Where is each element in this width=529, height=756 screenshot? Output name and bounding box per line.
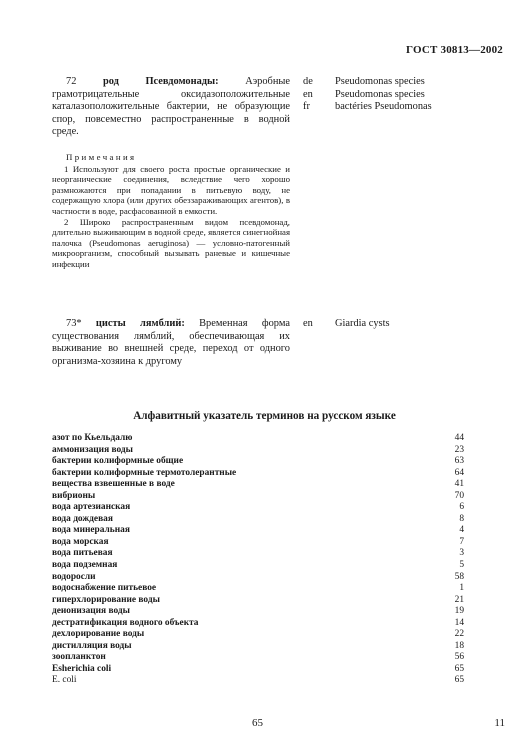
index-page: 56 [454, 652, 464, 663]
term-heading: цисты лямблий: [95, 318, 185, 329]
foreign-term: Pseudomonas species [335, 88, 425, 100]
standard-header: ГОСТ 30813—2002 [406, 44, 503, 56]
index-page: 23 [454, 444, 464, 455]
lang-code: en [303, 318, 313, 329]
index-row [52, 502, 464, 514]
translation-langs-72 [303, 76, 329, 114]
index-row [52, 537, 464, 549]
index-row [52, 652, 464, 664]
index-page: 18 [454, 640, 464, 651]
index-row [52, 433, 464, 445]
page-number: 65 [252, 717, 263, 729]
index-page: 41 [454, 479, 464, 490]
index-row [52, 629, 464, 641]
index-term: дестратификация водного объекта [52, 617, 199, 628]
index-row [52, 618, 464, 630]
index-row [52, 572, 464, 584]
index-term: вещества взвешенные в воде [52, 479, 175, 490]
notes-title: Примечания [66, 152, 137, 162]
index-page: 6 [459, 502, 464, 513]
notes-72 [52, 152, 290, 270]
index-page: 64 [454, 467, 464, 478]
index-row [52, 514, 464, 526]
index-page: 7 [459, 536, 464, 547]
term-number: 73* [66, 318, 82, 329]
term-number: 72 [66, 76, 77, 87]
term-definition: Аэробные грамотрицательные оксидазоположительные каталазоположительные бактерии, не образующие спор, повсеместно распространенные в водной среде. [52, 76, 290, 138]
index-row [52, 456, 464, 468]
index-row [52, 491, 464, 503]
index-page: 19 [454, 606, 464, 617]
term-entry-73 [52, 318, 290, 368]
index-term: бактерии колиформные общие [52, 456, 184, 467]
index-term: деионизация воды [52, 606, 130, 617]
sheet-number: 11 [494, 717, 505, 729]
index-term: вода дождевая [52, 513, 113, 524]
index-page: 22 [454, 629, 464, 640]
index-page: 5 [459, 560, 464, 571]
index-page: 4 [459, 525, 464, 536]
index-term: бактерии колиформные термотолерантные [52, 467, 237, 478]
index-page: 70 [454, 490, 464, 501]
index-row [52, 479, 464, 491]
index-term: гиперхлорирование воды [52, 594, 160, 605]
index-row [52, 675, 464, 687]
index-term: вода морская [52, 536, 109, 547]
index-term: водоросли [52, 571, 96, 582]
index-page: 58 [454, 571, 464, 582]
note-1: 1 Используют для своего роста простые органические и неорганические соединения, вследствие чего хорошо размножаются при попадании в питьевую воду, не содержащую хлора (или других обеззараживающих агентов), в частности в воде, расфасованной в емкости. [52, 163, 290, 216]
index-term: азот по Кьельдалю [52, 433, 133, 443]
foreign-term: Pseudomonas species [335, 76, 425, 87]
index-term: дехлорирование воды [52, 629, 145, 640]
index-term: вода минеральная [52, 525, 130, 536]
index-term: Esherichia coli [52, 663, 112, 674]
index-page: 8 [459, 513, 464, 524]
lang-code: en [303, 88, 313, 100]
term-definition: Временная форма существования лямблий, обеспечивающая их выживание во внешней среде, переход от одного организма-хозяина к другому [52, 318, 290, 367]
term-heading: род Псевдомонады: [102, 76, 219, 87]
index-row [52, 445, 464, 457]
index-title: Алфавитный указатель терминов на русском языке [133, 410, 396, 422]
note-2: 2 Широко распространенным видом псевдомонад, длительно выживающим в водной среде, является синегнойная палочка (Pseudomonas aeruginosa) — условно-патогенный микроорганизм, способный вызывать раневые и кишечные инфекции [52, 216, 290, 269]
foreign-term: Giardia cysts [335, 318, 390, 329]
index-row [52, 468, 464, 480]
index-term: E. coli [52, 675, 77, 686]
index-term: вибрионы [52, 490, 96, 501]
index-page: 65 [454, 663, 464, 674]
index-page: 44 [454, 433, 464, 443]
index-row [52, 525, 464, 537]
index-row [52, 548, 464, 560]
index-term: вода артезианская [52, 502, 131, 513]
index-row [52, 664, 464, 676]
index-row [52, 641, 464, 653]
lang-code: fr [303, 101, 310, 113]
index-page: 63 [454, 456, 464, 467]
index-row [52, 606, 464, 618]
translation-langs-73 [303, 318, 329, 331]
index-term: вода питьевая [52, 548, 113, 559]
index-page: 21 [454, 594, 464, 605]
index-row [52, 583, 464, 595]
translation-terms-72 [335, 76, 510, 114]
index-page: 14 [454, 617, 464, 628]
index-term: водоснабжение питьевое [52, 583, 157, 594]
index-page: 1 [459, 583, 464, 594]
index-page: 3 [459, 548, 464, 559]
index-page: 65 [454, 675, 464, 686]
index-row [52, 595, 464, 607]
term-entry-72 [52, 76, 290, 139]
index-term: аммонизация воды [52, 444, 133, 455]
index-term: вода подземная [52, 560, 118, 571]
index-term: зоопланктон [52, 652, 106, 663]
lang-code: de [303, 76, 313, 87]
index-row [52, 560, 464, 572]
index-list [52, 433, 464, 687]
index-term: дистилляция воды [52, 640, 132, 651]
foreign-term: bactéries Pseudomonas [335, 101, 432, 113]
translation-terms-73 [335, 318, 510, 331]
